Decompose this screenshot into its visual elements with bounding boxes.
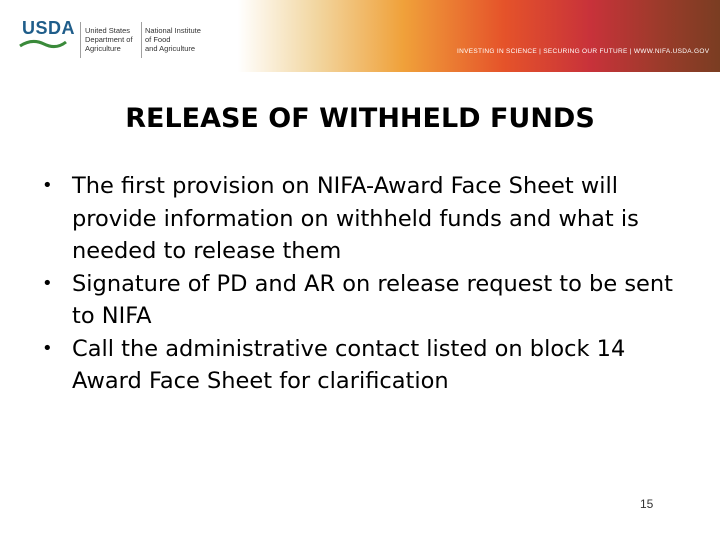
header-tagline: INVESTING IN SCIENCE | SECURING OUR FUTURE | WWW.NIFA.USDA.GOV — [457, 48, 710, 55]
bullet-text: Signature of PD and AR on release request to be sent to NIFA — [72, 270, 673, 329]
agency-nifa-name: National Institute of Food and Agriculture — [145, 26, 201, 53]
bullet-item — [42, 268, 682, 333]
header-banner — [0, 0, 720, 72]
bullet-icon: • — [42, 337, 53, 359]
bullet-text: The first provision on NIFA-Award Face Sheet will provide information on withheld funds and what is needed to release them — [72, 173, 639, 264]
bullet-item — [42, 333, 682, 398]
usda-logo: USDA — [22, 18, 76, 38]
page-number: 15 — [640, 497, 654, 511]
usda-logo-wave-icon — [18, 38, 68, 50]
bullet-icon: • — [42, 175, 53, 196]
agency-divider — [141, 22, 142, 58]
bullet-item — [42, 170, 682, 268]
bullet-icon: • — [42, 272, 53, 294]
bullet-list — [42, 170, 682, 398]
logo-divider — [80, 22, 81, 58]
bullet-text: Call the administrative contact listed on block 14 Award Face Sheet for clarification — [72, 335, 626, 394]
slide-title: RELEASE OF WITHHELD FUNDS — [125, 103, 595, 134]
agency-usda-name: United States Department of Agriculture — [85, 26, 133, 53]
logo-block — [0, 0, 210, 72]
